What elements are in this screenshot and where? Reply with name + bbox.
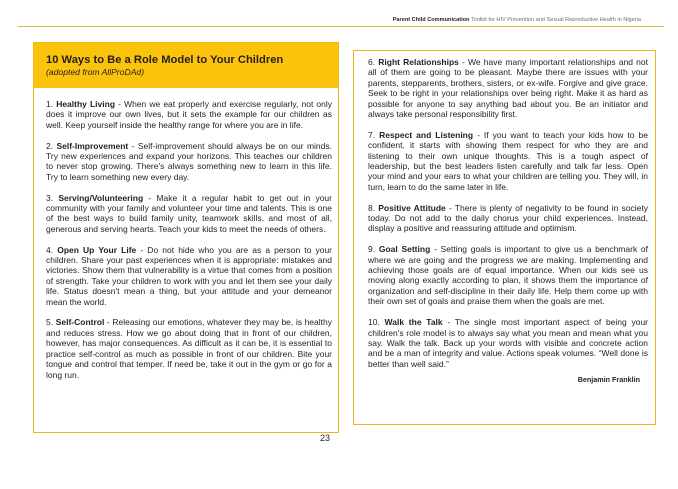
item-number: 5. <box>46 317 56 328</box>
item-title: Goal Setting <box>378 244 431 255</box>
item-text: - Setting goals is important to give us a benchmark of where we are going and the progress we are making. Implementing and achieving those goals are of equal importance. When our kids see us moving along exactly according to plan, it shows them the importance of organization and self-discipline in their daily life. Help them come up with their own set of goals and praise them when the goals are met. <box>368 244 649 307</box>
item-number: 6. <box>368 57 379 67</box>
list-item <box>46 193 332 235</box>
header-rule <box>18 26 664 27</box>
quote-attribution: Benjamin Franklin <box>577 375 640 385</box>
item-text: - We have many important relationships and not all of them are going to be pleasant. Maybe there are issues with your parents, stepparents, brothers, sisters, or ex-wife. Forgive and give grace. Seek to be right in your relationships over being right. Make it as hard as possible for anyone to say anything bad about you. Be an initiator and always take personal responsibility first. <box>368 57 649 120</box>
page-number: 23 <box>320 433 331 443</box>
item-title: Self-Control <box>55 317 105 328</box>
list-item <box>368 130 648 192</box>
item-number: 3. <box>46 192 59 203</box>
item-title: Open Up Your Life <box>57 244 137 255</box>
item-text: - Do not hide who you are as a person to your children. Share your past experiences when it is appropriate: mistakes and victories. Show them that vulnerability is a virtue that comes from a position of strength. Take your children to work with you and let them see your daily life. Status doesn't mean a thing, but your attitude and your demeanor mean the world. <box>46 244 333 307</box>
title-banner <box>34 43 338 88</box>
running-header-title: Parent Child Communication <box>392 17 470 23</box>
item-number: 8. <box>368 202 379 213</box>
item-title: Respect and Listening <box>379 129 474 140</box>
item-number: 1. <box>46 99 57 109</box>
list-item <box>368 244 648 306</box>
item-text: - Self-improvement should always be on our minds. Try new experiences and expand your horizons. This teaches our children to never stop growing. There's always something new to learn in this life. Try to learn something new every day. <box>46 140 332 182</box>
right-column-text <box>368 57 648 386</box>
item-text: - Make it a regular habit to get out in your community with your family and volunteer your time and talents. This is one of the best ways to build family unity, teamwork skills, and most of all, generous and serving hearts. Teach your kids to meet the needs of others. <box>46 192 332 234</box>
item-text: - The single most important aspect of being your children's role model is to always say what you mean and mean what you say. Walk the talk. Back up your words with visible and concrete action and be a man of integrity and value. Actions speak volumes. “Well done is better than well said.” <box>368 317 649 369</box>
right-column-box <box>353 50 656 425</box>
item-number: 9. <box>368 244 379 255</box>
running-header <box>393 17 641 23</box>
item-number: 2. <box>46 140 57 151</box>
item-number: 7. <box>368 129 380 140</box>
item-title: Walk the Talk <box>384 317 443 328</box>
item-title: Right Relationships <box>378 57 459 67</box>
item-text: - If you want to teach your kids how to be confident, it starts with showing them respect for who they are and listening to their own unique thoughts. This is a tough aspect of leadership, but the best leaders listen carefully and talk far less. Open your mind and your ears to what your children are telling you. They will, in turn, learn to do the same later in life. <box>368 129 648 192</box>
item-title: Healthy Living <box>56 99 116 109</box>
left-column-text <box>46 99 332 390</box>
item-text: - When we eat properly and exercise regularly, not only does it improve our own lives, but it sets the example for our children as well. Keep yourself inside the healthy range for where you are in life. <box>46 99 332 130</box>
item-text: - Releasing our emotions, whatever they may be, is healthy and reduces stress. How we go about doing that in front of our children, however, has major consequences. As difficult as it can be, it is essential to practice self-control as much as possible in front of our children. Bite your tongue and control that temper. If need be, take it out in the gym or go for a long run. <box>46 317 332 380</box>
left-column-box <box>33 42 339 433</box>
page-subtitle: (adopted from AllProDAd) <box>46 67 145 77</box>
list-item <box>46 245 332 307</box>
list-item <box>368 317 648 369</box>
page-title: 10 Ways to Be a Role Model to Your Children <box>46 54 284 66</box>
item-text: - There is plenty of negativity to be found in society today. Do not add to the daily chorus your child experiences. Instead, display a positive and reassuring attitude and optimism. <box>368 202 649 234</box>
list-item <box>368 203 648 234</box>
list-item <box>46 141 332 183</box>
list-item <box>368 57 648 119</box>
list-item <box>46 99 332 130</box>
running-header-subtitle: Toolkit for HIV Prevention and Sexual Reproductive Health in Nigeria <box>469 17 641 23</box>
item-title: Self-Improvement <box>56 140 129 151</box>
item-title: Serving/Volunteering <box>58 192 144 203</box>
item-number: 10. <box>368 317 385 328</box>
item-number: 4. <box>46 244 58 255</box>
item-title: Positive Attitude <box>378 202 446 213</box>
list-item <box>46 317 332 379</box>
